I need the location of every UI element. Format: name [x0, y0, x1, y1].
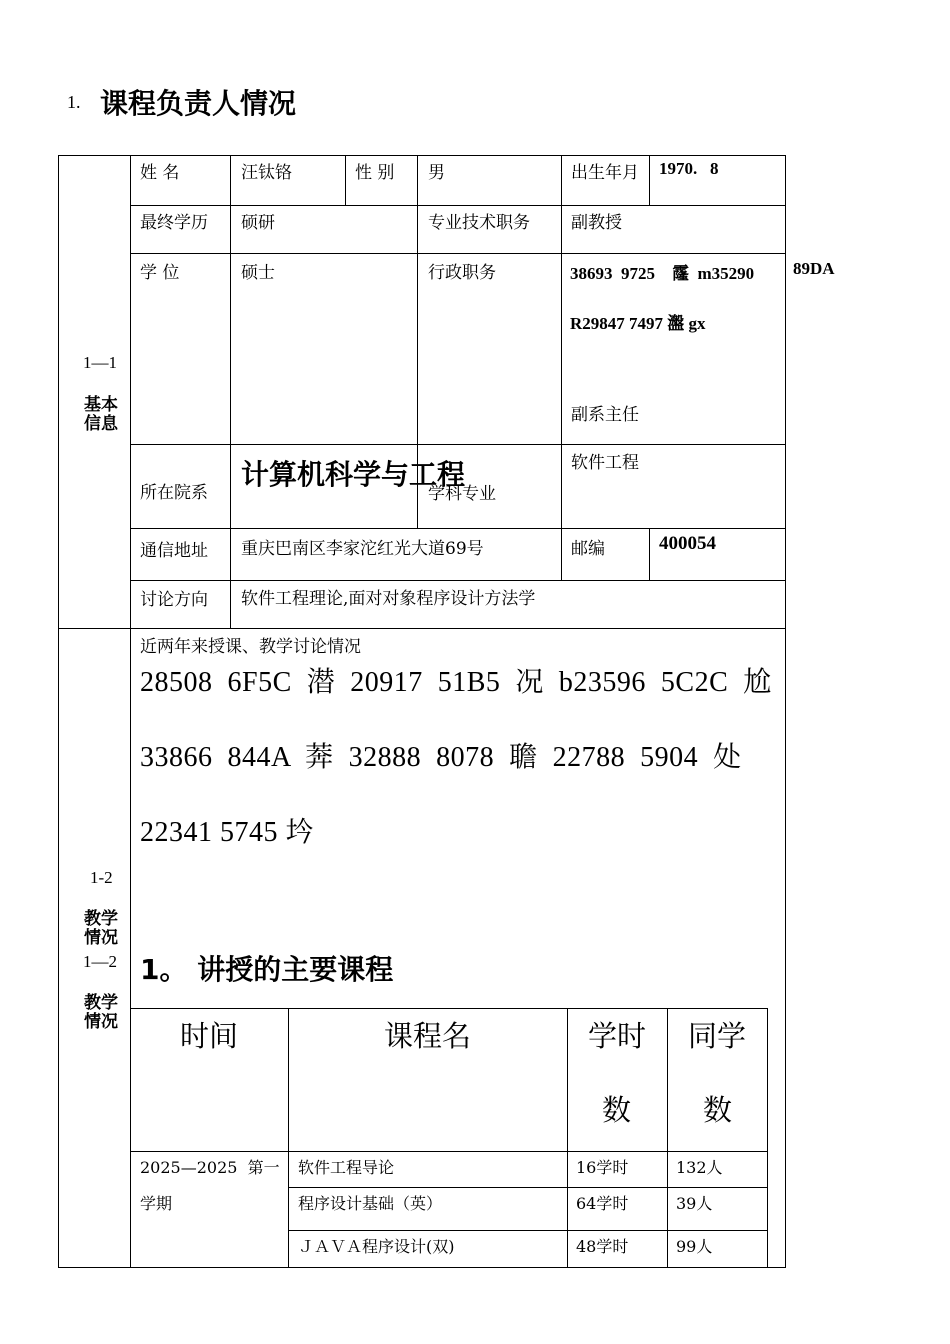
admin-post-value: 副系主任 [571, 405, 639, 425]
department-label: 所在院系 [140, 483, 208, 503]
col-divider [230, 580, 231, 628]
course-hours: 16学时 [576, 1158, 629, 1177]
research-label: 讨论方向 [140, 590, 208, 610]
course-table-border [767, 1008, 768, 1268]
col-header-time: 时间 [180, 1019, 239, 1053]
professional-title-value: 副教授 [571, 213, 622, 233]
degree-label: 学 位 [140, 263, 180, 283]
admin-post-label: 行政职务 [428, 263, 496, 283]
row-divider [130, 580, 786, 581]
gender-label: 性 别 [355, 163, 395, 183]
row-divider [130, 205, 786, 206]
table-border [58, 628, 786, 629]
education-value: 硕研 [241, 213, 275, 233]
gender-value: 男 [428, 163, 445, 183]
term-label-2: 学期 [140, 1194, 173, 1213]
col-divider [345, 155, 346, 205]
course-name: 软件工程导论 [298, 1158, 395, 1177]
table-border [58, 155, 786, 156]
table-border [58, 1267, 786, 1268]
course-name: 程序设计基础（英） [298, 1194, 443, 1213]
col-header-students: 同学 [688, 1019, 747, 1053]
course-students: 99人 [676, 1237, 713, 1256]
side-basic-label: 基本 信息 [84, 395, 118, 434]
courses-heading: 1。 讲授的主要课程 [140, 953, 394, 986]
side-basic-number: 1—1 [83, 353, 117, 372]
course-table-border [567, 1008, 568, 1268]
col-divider [649, 155, 650, 205]
teaching-noise-line-1: 28508 6F5C 潜 20917 51B5 况 b23596 5C2C 尬 [140, 667, 772, 698]
col-header-students-2: 数 [703, 1093, 733, 1127]
col-header-hours: 学时 [588, 1019, 647, 1053]
side-teaching-label-2: 教学 情况 [84, 993, 118, 1032]
course-students: 132人 [676, 1158, 723, 1177]
name-value: 汪钛铬 [241, 163, 292, 183]
birth-label: 出生年月 [571, 163, 639, 183]
admin-noise-line-1b: 89DA [793, 259, 835, 278]
education-label: 最终学历 [140, 213, 208, 233]
department-value: 计算机科学与工程 [241, 458, 466, 491]
course-name: ＪＡＶＡ程序设计(双) [298, 1237, 455, 1256]
course-table-border [288, 1230, 768, 1231]
col-divider [230, 155, 231, 580]
birth-value: 1970. 8 [659, 159, 719, 178]
section-number: 1. [67, 92, 81, 112]
side-teaching-number: 1-2 [90, 868, 113, 887]
row-divider [130, 253, 786, 254]
side-teaching-number-2: 1—2 [83, 952, 117, 971]
teaching-noise-line-3: 22341 5745 坅 [140, 817, 315, 848]
col-divider [649, 528, 650, 580]
address-label: 通信地址 [140, 541, 208, 561]
teaching-noise-line-2: 33866 844A 莾 32888 8078 聸 22788 5904 处 [140, 742, 742, 773]
term-label: 2025—2025 第一 [140, 1158, 280, 1177]
course-hours: 64学时 [576, 1194, 629, 1213]
major-value: 软件工程 [571, 453, 639, 473]
zip-value: 400054 [659, 533, 716, 554]
section-title: 课程负责人情况 [100, 87, 297, 120]
table-border [130, 155, 131, 1268]
teaching-intro: 近两年来授课、教学讨论情况 [140, 637, 361, 657]
name-label: 姓 名 [140, 163, 180, 183]
row-divider [130, 528, 786, 529]
col-divider [561, 155, 562, 580]
col-header-course: 课程名 [384, 1019, 472, 1053]
research-value: 软件工程理论,面对对象程序设计方法学 [241, 589, 536, 609]
admin-noise-line-2: R29847 7497 瀊 gx [570, 314, 706, 333]
table-border [58, 155, 59, 1268]
course-table-border [131, 1151, 768, 1152]
course-table-border [667, 1008, 668, 1268]
course-hours: 48学时 [576, 1237, 629, 1256]
address-value: 重庆巴南区李家沱红光大道69号 [241, 539, 484, 559]
course-table-border [131, 1008, 768, 1009]
zip-label: 邮编 [571, 539, 605, 559]
professional-title-label: 专业技术职务 [428, 213, 530, 233]
course-students: 39人 [676, 1194, 713, 1213]
major-label: 学科专业 [428, 484, 496, 504]
table-border [785, 155, 786, 1268]
degree-value: 硕士 [241, 263, 275, 283]
admin-noise-line-1: 38693 9725 霳 m35290 [570, 264, 755, 283]
side-teaching-label: 教学 情况 [84, 909, 118, 948]
course-table-border [288, 1008, 289, 1268]
col-header-hours-2: 数 [602, 1093, 632, 1127]
course-table-border [288, 1187, 768, 1188]
row-divider [130, 444, 786, 445]
